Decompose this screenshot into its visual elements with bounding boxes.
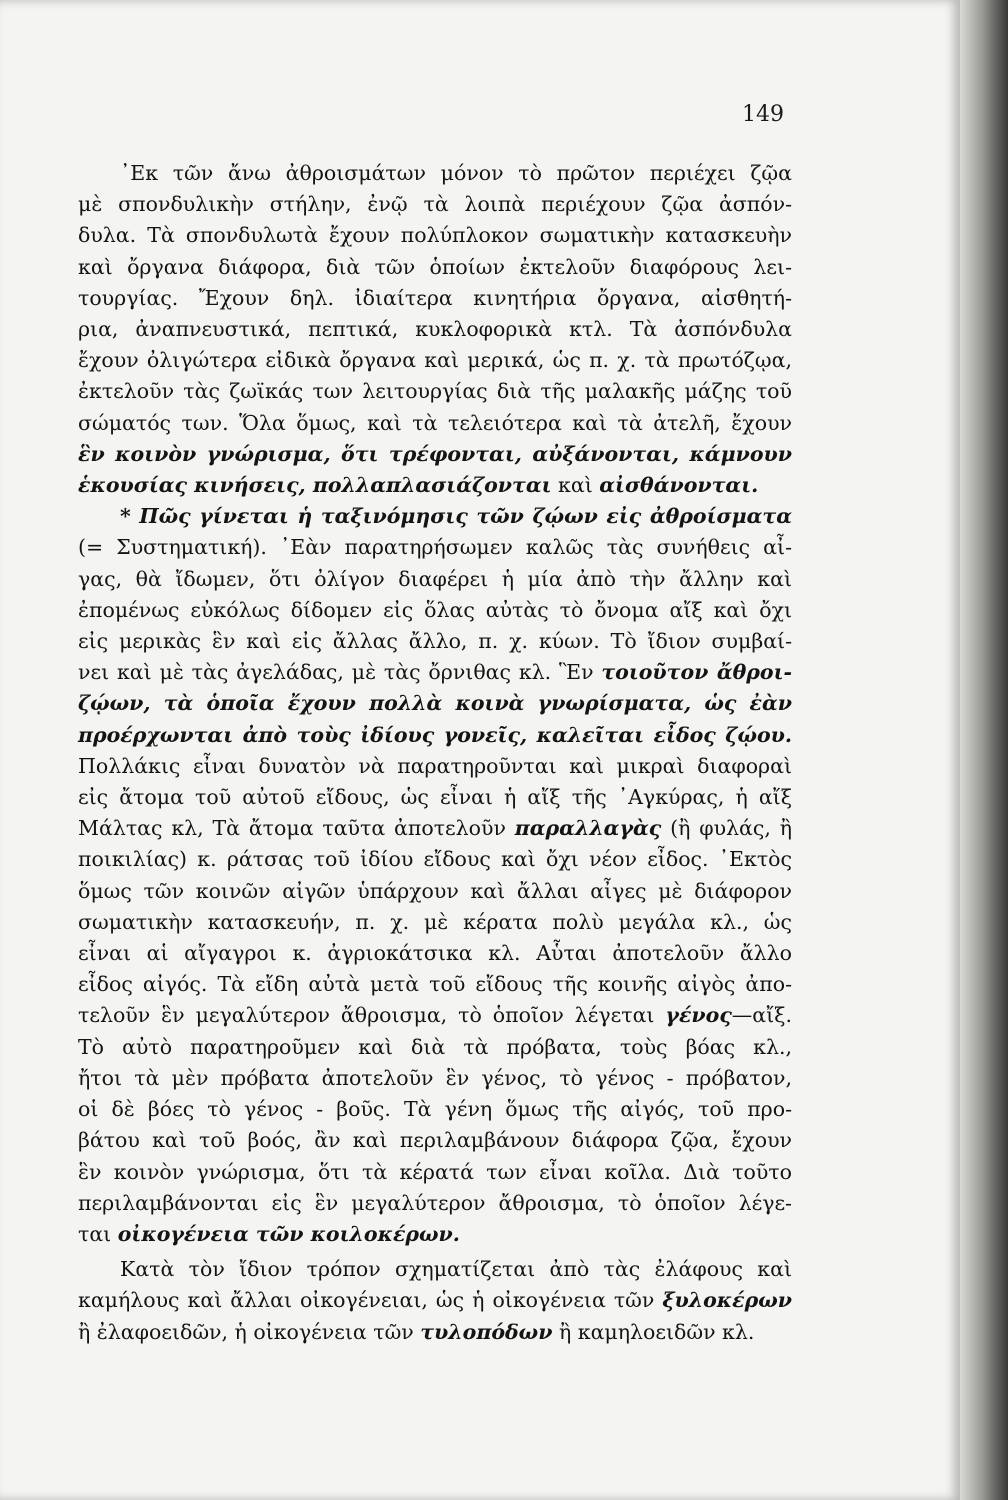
text-segment: Κατὰ τὸν ἴδιον τρόπον σχηματίζεται ἀπὸ τὰς ἐλάφους καὶ <box>120 1257 792 1282</box>
emphasis-text: ἓν κοινὸν γνώρισμα, ὅτι τρέφονται, αὐξάνονται, κάμνουν <box>78 441 792 466</box>
paragraph <box>78 501 792 1250</box>
emphasis-text: ἑκουσίας κινήσεις, πολλαπλασιάζονται <box>78 473 552 498</box>
text-line <box>78 314 792 345</box>
text-segment: ἐπομένως εὐκόλως δίδομεν εἰς ὅλας αὐτὰς τὸ ὄνομα αἴξ καὶ ὄχι <box>78 597 792 622</box>
page-number: 149 <box>742 102 784 127</box>
text-line <box>78 532 792 563</box>
text-segment: (= Συστηματική). ᾿Εὰν παρατηρήσωμεν καλῶς τὰς συνήθεις αἶ- <box>78 535 792 560</box>
emphasis-text: αἰσθάνονται. <box>599 473 759 498</box>
text-segment: —αἴξ. <box>731 1003 792 1028</box>
emphasis-text: παραλλαγὰς <box>514 816 662 841</box>
text-segment: καὶ <box>551 473 600 498</box>
emphasis-text: * Πῶς γίνεται ἡ ταξινόμησις τῶν ζῴων εἰς ἀθροίσματα <box>120 504 792 529</box>
text-segment: μὲ σπονδυλικὴν στήλην, ἐνῷ τὰ λοιπὰ περιέχουν ζῷα ἀσπόν- <box>78 192 792 217</box>
text-line <box>78 376 792 407</box>
text-segment: Πολλάκις εἶναι δυνατὸν νὰ παρατηροῦνται καὶ μικραὶ διαφοραὶ <box>78 753 792 778</box>
text-segment: εἰς μερικὰς ἓν καὶ εἰς ἄλλας ἄλλο, π. χ. κύων. Τὸ ἴδιον συμβαί- <box>78 629 792 654</box>
text-line <box>78 813 792 844</box>
text-line <box>78 1094 792 1125</box>
emphasis-text: γένος <box>665 1003 732 1028</box>
text-line <box>78 1188 792 1219</box>
text-line <box>78 470 792 501</box>
text-line <box>78 720 792 751</box>
text-line <box>78 1063 792 1094</box>
emphasis-text: τοιοῦτον ἄθροι- <box>601 660 792 685</box>
text-segment: εἶναι αἱ αἴγαγροι κ. ἀγριοκάτσικα κλ. Αὗται ἀποτελοῦν ἄλλο <box>78 941 792 966</box>
paragraph <box>78 1254 792 1348</box>
text-line <box>78 595 792 626</box>
emphasis-text: προέρχωνται ἀπὸ τοὺς ἰδίους γονεῖς, καλεῖται εἶδος ζῴου. <box>78 722 792 747</box>
text-segment: τουργίας. Ἔχουν δηλ. ἰδιαίτερα κινητήρια ὄργανα, αἰσθητή- <box>78 285 792 310</box>
text-segment: ἐκτελοῦν τὰς ζωϊκάς των λειτουργίας διὰ τῆς μαλακῆς μάζης τοῦ <box>78 379 792 404</box>
text-line <box>78 1219 792 1250</box>
text-line <box>78 283 792 314</box>
text-line <box>78 657 792 688</box>
text-line <box>78 1285 792 1316</box>
text-segment: (ἢ φυλάς, ἢ <box>661 816 792 841</box>
text-line <box>78 1317 792 1348</box>
text-line <box>78 1254 792 1285</box>
text-line <box>78 220 792 251</box>
text-segment: Τὸ αὐτὸ παρατηροῦμεν καὶ διὰ τὰ πρόβατα, τοὺς βόας κλ., <box>78 1034 792 1059</box>
text-line <box>78 1000 792 1031</box>
text-line <box>78 1125 792 1156</box>
text-segment: τελοῦν ἓν μεγαλύτερον ἄθροισμα, τὸ ὁποῖον λέγεται <box>78 1003 666 1028</box>
text-segment: σωματικὴν κατασκευήν, π. χ. μὲ κέρατα πολὺ μεγάλα κλ., ὡς <box>78 909 792 934</box>
text-segment: νει καὶ μὲ τὰς ἀγελάδας, μὲ τὰς ὄρνιθας κλ. Ἓν <box>78 660 602 685</box>
text-segment: Μάλτας κλ, Τὰ ἄτομα ταῦτα ἀποτελοῦν <box>78 816 515 841</box>
text-line <box>78 501 792 532</box>
body-text <box>78 158 792 1348</box>
text-segment: καὶ ὄργανα διάφορα, διὰ τῶν ὁποίων ἐκτελοῦν διαφόρους λει- <box>78 254 792 279</box>
text-segment: ᾿Εκ τῶν ἄνω ἀθροισμάτων μόνον τὸ πρῶτον περιέχει ζῷα <box>120 161 792 185</box>
emphasis-text: ξυλοκέρων <box>662 1288 792 1313</box>
text-segment: ὅμως τῶν κοινῶν αἰγῶν ὑπάρχουν καὶ ἄλλαι αἶγες μὲ διάφορον <box>78 878 792 903</box>
text-segment: σώματός των. Ὅλα ὅμως, καὶ τὰ τελειότερα καὶ τὰ ἀτελῆ, ἔχουν <box>78 410 792 435</box>
text-line <box>78 1032 792 1063</box>
text-segment: ἤτοι τὰ μὲν πρόβατα ἀποτελοῦν ἓν γένος, τὸ γένος - πρόβατον, <box>78 1065 792 1090</box>
text-line <box>78 1157 792 1188</box>
text-line <box>78 189 792 220</box>
text-line <box>78 969 792 1000</box>
text-segment: ἢ καμηλοειδῶν κλ. <box>552 1319 755 1344</box>
text-segment: εἶδος αἰγός. Τὰ εἴδη αὐτὰ μετὰ τοῦ εἴδους τῆς κοινῆς αἰγὸς ἀπο- <box>78 972 792 997</box>
text-line <box>78 938 792 969</box>
text-line <box>78 751 792 782</box>
text-segment: εἰς ἄτομα τοῦ αὐτοῦ εἴδους, ὡς εἶναι ἡ αἴξ τῆς ᾿Αγκύρας, ἡ αἴξ <box>78 785 792 810</box>
text-line <box>78 626 792 657</box>
text-segment: ἢ ἐλαφοειδῶν, ἡ οἰκογένεια τῶν <box>78 1319 421 1344</box>
text-line <box>78 907 792 938</box>
text-line <box>78 408 792 439</box>
text-line <box>78 844 792 875</box>
text-segment: ἔχουν ὀλιγώτερα εἰδικὰ ὄργανα καὶ μερικά, ὡς π. χ. τὰ πρωτόζῳα, <box>78 348 792 373</box>
text-line <box>78 439 792 470</box>
emphasis-text: ζῴων, τὰ ὁποῖα ἔχουν πολλὰ κοινὰ γνωρίσματα, ὡς ἐὰν <box>78 691 792 716</box>
text-segment: οἱ δὲ βόες τὸ γένος - βοῦς. Τὰ γένη ὅμως τῆς αἰγός, τοῦ προ- <box>78 1097 792 1122</box>
text-line <box>78 252 792 283</box>
emphasis-text: οἰκογένεια τῶν κοιλοκέρων. <box>117 1221 460 1246</box>
text-segment: βάτου καὶ τοῦ βοός, ἂν καὶ περιλαμβάνουν διάφορα ζῷα, ἔχουν <box>78 1128 792 1153</box>
text-segment: ἓν κοινὸν γνώρισμα, ὅτι τὰ κέρατά των εἶναι κοῖλα. Διὰ τοῦτο <box>78 1159 792 1184</box>
text-segment: ται <box>78 1221 118 1246</box>
text-segment: γας, θὰ ἴδωμεν, ὅτι ὀλίγον διαφέρει ἡ μία ἀπὸ τὴν ἄλλην καὶ <box>78 566 792 591</box>
text-line <box>78 158 792 189</box>
text-line <box>78 782 792 813</box>
paragraph <box>78 158 792 501</box>
text-line <box>78 345 792 376</box>
text-line <box>78 876 792 907</box>
text-line <box>78 688 792 719</box>
page-edge <box>960 0 1008 1500</box>
text-segment: ρια, ἀναπνευστικά, πεπτικά, κυκλοφορικὰ κτλ. Τὰ ἀσπόνδυλα <box>78 317 792 342</box>
text-line <box>78 564 792 595</box>
text-segment: περιλαμβάνονται εἰς ἓν μεγαλύτερον ἄθροισμα, τὸ ὁποῖον λέγε- <box>78 1190 792 1215</box>
text-segment: δυλα. Τὰ σπονδυλωτὰ ἔχουν πολύπλοκον σωματικὴν κατασκευὴν <box>78 223 792 248</box>
text-segment: ποικιλίας) κ. ράτσας τοῦ ἰδίου εἴδους καὶ ὄχι νέον εἶδος. ᾿Εκτὸς <box>78 847 792 872</box>
text-segment: καμήλους καὶ ἄλλαι οἰκογένειαι, ὡς ἡ οἰκογένεια τῶν <box>78 1288 663 1313</box>
emphasis-text: τυλοπόδων <box>420 1319 553 1344</box>
